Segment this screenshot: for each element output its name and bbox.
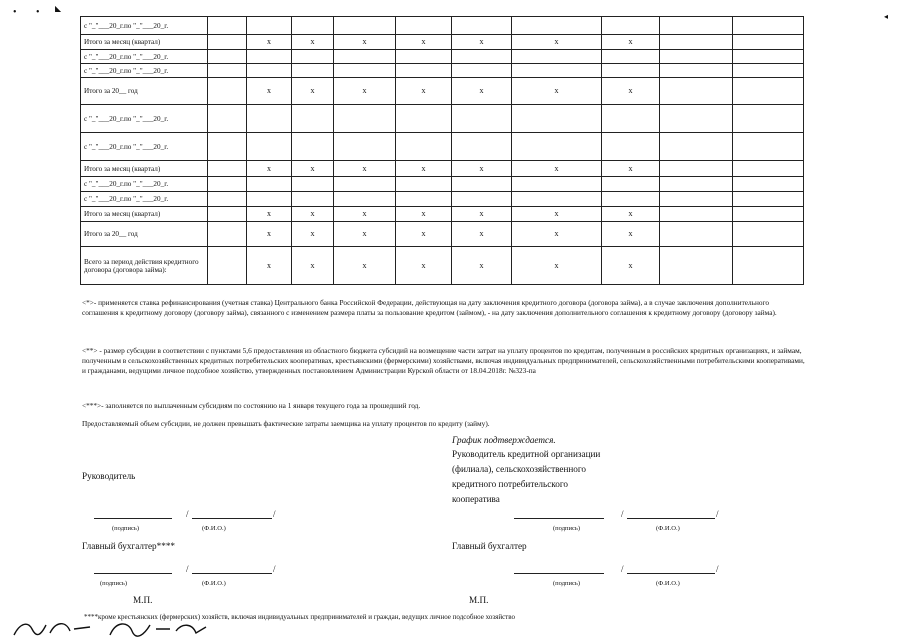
table-row xyxy=(81,161,804,177)
table-cell[interactable] xyxy=(208,133,247,161)
approval-text: График подтверждается. xyxy=(452,435,556,445)
table-row xyxy=(81,177,804,192)
table-cell: х xyxy=(334,222,396,247)
table-cell[interactable] xyxy=(733,17,804,35)
table-cell[interactable] xyxy=(602,105,660,133)
table-cell[interactable] xyxy=(733,161,804,177)
table-cell: х xyxy=(452,161,512,177)
table-cell: х xyxy=(602,78,660,105)
table-cell[interactable] xyxy=(733,50,804,64)
table-cell[interactable] xyxy=(733,64,804,78)
table-cell[interactable] xyxy=(733,35,804,50)
table-cell[interactable] xyxy=(334,192,396,207)
table-cell: х xyxy=(396,35,452,50)
table-row xyxy=(81,35,804,50)
signature-line[interactable] xyxy=(94,518,172,519)
table-cell[interactable] xyxy=(396,64,452,78)
table-cell: х xyxy=(452,78,512,105)
scan-arrow-mark: ◣ xyxy=(55,4,62,13)
table-cell[interactable] xyxy=(733,222,804,247)
table-cell[interactable] xyxy=(660,50,733,64)
row-label: с "_"___20_г.по "_"___20_г. xyxy=(81,50,208,64)
table-cell[interactable] xyxy=(208,78,247,105)
scan-dot-mark: • xyxy=(36,7,40,18)
table-cell: х xyxy=(247,161,292,177)
table-cell[interactable] xyxy=(334,105,396,133)
row-label: с "_"___20_г.по "_"___20_г. xyxy=(81,133,208,161)
note-subsidy-amount: <**> - размер субсидии в соответствии с пунктами 5,6 предоставления из областного бюджета субсидий на возмещение части затрат на уплату процентов по кредитам, полученным в российских кредитных организациях, и займам, полученным в сельскохозяйственных кредитных потребительских кооперативах, крестьянскими (фермерскими) хозяйствами, включая индивидуальных предпринимателей, сельскохозяйственными потребительскими кооперативами, и гражданами, ведущими личное подсобное хозяйство, утвержденных постановлением Администрации Курской области от 18.04.2018г. №323-па xyxy=(82,346,805,375)
table-row xyxy=(81,78,804,105)
table-row xyxy=(81,207,804,222)
signature-line[interactable] xyxy=(514,573,604,574)
name-line[interactable] xyxy=(192,573,272,574)
scan-arrow-mark: ◂ xyxy=(884,12,889,21)
note-paid-subsidies: <***>- заполняется по выплаченным субсидиям по состоянию на 1 января текущего года за прошедший год. xyxy=(82,401,421,410)
table-cell: х xyxy=(452,35,512,50)
table-cell: х xyxy=(512,161,602,177)
table-cell[interactable] xyxy=(292,105,334,133)
table-cell: х xyxy=(512,222,602,247)
table-cell[interactable] xyxy=(452,192,512,207)
slash-separator: / xyxy=(621,509,624,519)
table-cell: х xyxy=(452,207,512,222)
table-row xyxy=(81,192,804,207)
table-cell[interactable] xyxy=(660,161,733,177)
table-cell[interactable] xyxy=(208,177,247,192)
table-cell[interactable] xyxy=(334,50,396,64)
name-caption: (Ф.И.О.) xyxy=(656,580,680,587)
table-cell[interactable] xyxy=(334,177,396,192)
table-cell[interactable] xyxy=(247,192,292,207)
row-label: Итого за месяц (квартал) xyxy=(81,161,208,177)
table-cell: х xyxy=(602,161,660,177)
signature-caption: (подпись) xyxy=(100,580,127,587)
table-cell[interactable] xyxy=(512,177,602,192)
table-cell[interactable] xyxy=(208,222,247,247)
table-cell: х xyxy=(292,35,334,50)
table-cell[interactable] xyxy=(208,35,247,50)
table-cell[interactable] xyxy=(733,247,804,285)
table-cell: х xyxy=(292,222,334,247)
table-cell[interactable] xyxy=(292,133,334,161)
subsidy-schedule-table xyxy=(80,16,804,285)
table-cell: х xyxy=(334,35,396,50)
table-cell: х xyxy=(512,247,602,285)
table-cell[interactable] xyxy=(602,133,660,161)
table-cell: х xyxy=(452,222,512,247)
table-cell[interactable] xyxy=(292,64,334,78)
row-label: Итого за месяц (квартал) xyxy=(81,35,208,50)
table-cell[interactable] xyxy=(512,192,602,207)
table-cell[interactable] xyxy=(602,177,660,192)
chief-accountant-left: Главный бухгалтер**** xyxy=(82,541,176,551)
row-label: Итого за 20__ год xyxy=(81,78,208,105)
table-cell: х xyxy=(512,78,602,105)
row-label: с "_"___20_г.по "_"___20_г. xyxy=(81,192,208,207)
table-cell[interactable] xyxy=(660,222,733,247)
table-cell[interactable] xyxy=(247,105,292,133)
slash-separator: / xyxy=(273,564,276,574)
stamp-place-right: М.П. xyxy=(469,595,489,605)
table-cell[interactable] xyxy=(452,64,512,78)
table-cell: х xyxy=(247,35,292,50)
signature-line[interactable] xyxy=(514,518,604,519)
scan-dot-mark: • xyxy=(13,7,17,18)
table-row xyxy=(81,105,804,133)
row-label: с "_"___20_г.по "_"___20_г. xyxy=(81,64,208,78)
name-line[interactable] xyxy=(627,573,715,574)
table-cell[interactable] xyxy=(660,133,733,161)
table-cell[interactable] xyxy=(660,17,733,35)
table-cell[interactable] xyxy=(292,192,334,207)
head-right-title-4: кооператива xyxy=(452,494,500,504)
name-caption: (Ф.И.О.) xyxy=(656,525,680,532)
table-cell[interactable] xyxy=(733,133,804,161)
table-cell[interactable] xyxy=(247,50,292,64)
note-subsidy-limit: Предоставляемый объем субсидии, не должен превышать фактические затраты заемщика на уплату процентов по кредиту (займу). xyxy=(82,419,490,428)
table-cell: х xyxy=(396,247,452,285)
row-label: Всего за период действия кредитного договора (договора займа): xyxy=(81,247,208,285)
table-cell[interactable] xyxy=(660,78,733,105)
table-cell: х xyxy=(602,207,660,222)
handwritten-signature-mark xyxy=(10,615,220,639)
table-cell[interactable] xyxy=(396,133,452,161)
table-cell[interactable] xyxy=(660,64,733,78)
table-cell[interactable] xyxy=(396,105,452,133)
signature-caption: (подпись) xyxy=(553,525,580,532)
table-cell: х xyxy=(512,35,602,50)
table-cell: х xyxy=(334,207,396,222)
note-refinancing-rate: <*>- применяется ставка рефинансирования (учетная ставка) Центрального банка Российской Федерации, действующая на дату заключения кредитного договора (договора займа), а в случае заключения дополнительного соглашения к кредитному договору (договору займа), связанного с изменением размера платы за пользование кредитом (займом), - на дату заключения дополнительного соглашения к кредитному договору (договору займа). xyxy=(82,298,777,317)
table-cell[interactable] xyxy=(602,192,660,207)
table-cell[interactable] xyxy=(247,133,292,161)
table-cell: х xyxy=(512,207,602,222)
table-cell[interactable] xyxy=(733,192,804,207)
table-cell[interactable] xyxy=(247,177,292,192)
table-cell[interactable] xyxy=(334,64,396,78)
slash-separator: / xyxy=(273,509,276,519)
table-cell[interactable] xyxy=(396,50,452,64)
table-cell[interactable] xyxy=(247,17,292,35)
table-cell[interactable] xyxy=(396,192,452,207)
table-cell: х xyxy=(247,222,292,247)
table-row xyxy=(81,133,804,161)
chief-accountant-right: Главный бухгалтер xyxy=(452,541,527,551)
table-row xyxy=(81,247,804,285)
row-label: Итого за месяц (квартал) xyxy=(81,207,208,222)
table-cell[interactable] xyxy=(208,192,247,207)
table-cell: х xyxy=(396,161,452,177)
table-cell[interactable] xyxy=(396,177,452,192)
table-cell: х xyxy=(247,207,292,222)
slash-separator: / xyxy=(186,564,189,574)
table-row xyxy=(81,64,804,78)
table-cell: х xyxy=(334,161,396,177)
table-cell[interactable] xyxy=(733,78,804,105)
table-cell[interactable] xyxy=(396,17,452,35)
table-cell[interactable] xyxy=(208,247,247,285)
table-cell[interactable] xyxy=(512,50,602,64)
table-cell: х xyxy=(602,222,660,247)
head-right-title-2: (филиала), сельскохозяйственного xyxy=(452,464,587,474)
table-cell[interactable] xyxy=(452,177,512,192)
table-cell: х xyxy=(292,161,334,177)
table-cell: х xyxy=(452,247,512,285)
table-cell[interactable] xyxy=(602,17,660,35)
table-cell[interactable] xyxy=(660,35,733,50)
table-cell[interactable] xyxy=(334,133,396,161)
table-cell: х xyxy=(396,78,452,105)
table-cell: х xyxy=(292,78,334,105)
table-cell[interactable] xyxy=(452,50,512,64)
name-line[interactable] xyxy=(627,518,715,519)
row-label: Итого за 20__ год xyxy=(81,222,208,247)
name-caption: (Ф.И.О.) xyxy=(202,525,226,532)
table-cell[interactable] xyxy=(660,177,733,192)
table-cell[interactable] xyxy=(660,247,733,285)
table-cell[interactable] xyxy=(452,17,512,35)
table-cell[interactable] xyxy=(334,17,396,35)
head-right-title-1: Руководитель кредитной организации xyxy=(452,449,601,459)
table-row xyxy=(81,17,804,35)
table-cell[interactable] xyxy=(512,133,602,161)
table-cell[interactable] xyxy=(660,105,733,133)
table-cell: х xyxy=(602,247,660,285)
slash-separator: / xyxy=(716,509,719,519)
stamp-place-left: М.П. xyxy=(133,595,153,605)
table-cell: х xyxy=(396,207,452,222)
footnote-four-stars: ****кроме крестьянских (фермерских) хозяйств, включая индивидуальных предпринимателей и граждан, ведущих личное подсобное хозяйство xyxy=(84,613,515,621)
table-cell[interactable] xyxy=(208,161,247,177)
table-cell[interactable] xyxy=(292,177,334,192)
row-label: с "_"___20_г.по "_"___20_г. xyxy=(81,17,208,35)
table-cell[interactable] xyxy=(208,50,247,64)
table-cell[interactable] xyxy=(208,17,247,35)
table-cell: х xyxy=(334,78,396,105)
signature-line[interactable] xyxy=(94,573,172,574)
slash-separator: / xyxy=(621,564,624,574)
table-row xyxy=(81,50,804,64)
table-cell: х xyxy=(396,222,452,247)
table-cell[interactable] xyxy=(452,133,512,161)
slash-separator: / xyxy=(716,564,719,574)
head-right-title-3: кредитного потребительского xyxy=(452,479,569,489)
table-cell[interactable] xyxy=(512,17,602,35)
table-cell[interactable] xyxy=(602,50,660,64)
table-cell[interactable] xyxy=(208,105,247,133)
table-cell[interactable] xyxy=(512,105,602,133)
table-cell[interactable] xyxy=(512,64,602,78)
table-cell[interactable] xyxy=(208,64,247,78)
table-cell[interactable] xyxy=(208,207,247,222)
table-cell[interactable] xyxy=(733,105,804,133)
row-label: с "_"___20_г.по "_"___20_г. xyxy=(81,177,208,192)
head-left-title: Руководитель xyxy=(82,471,136,481)
table-cell: х xyxy=(292,247,334,285)
name-caption: (Ф.И.О.) xyxy=(202,580,226,587)
signature-caption: (подпись) xyxy=(112,525,139,532)
table-cell[interactable] xyxy=(660,192,733,207)
table-cell: х xyxy=(247,78,292,105)
table-cell[interactable] xyxy=(733,177,804,192)
table-cell[interactable] xyxy=(733,207,804,222)
table-cell[interactable] xyxy=(452,105,512,133)
name-line[interactable] xyxy=(192,518,272,519)
row-label: с "_"___20_г.по "_"___20_г. xyxy=(81,105,208,133)
table-cell: х xyxy=(292,207,334,222)
table-cell[interactable] xyxy=(292,50,334,64)
table-cell[interactable] xyxy=(660,207,733,222)
table-row xyxy=(81,222,804,247)
signature-caption: (подпись) xyxy=(553,580,580,587)
table-cell: х xyxy=(602,35,660,50)
table-cell: х xyxy=(247,247,292,285)
table-cell: х xyxy=(334,247,396,285)
table-cell[interactable] xyxy=(602,64,660,78)
table-cell[interactable] xyxy=(292,17,334,35)
slash-separator: / xyxy=(186,509,189,519)
table-cell[interactable] xyxy=(247,64,292,78)
